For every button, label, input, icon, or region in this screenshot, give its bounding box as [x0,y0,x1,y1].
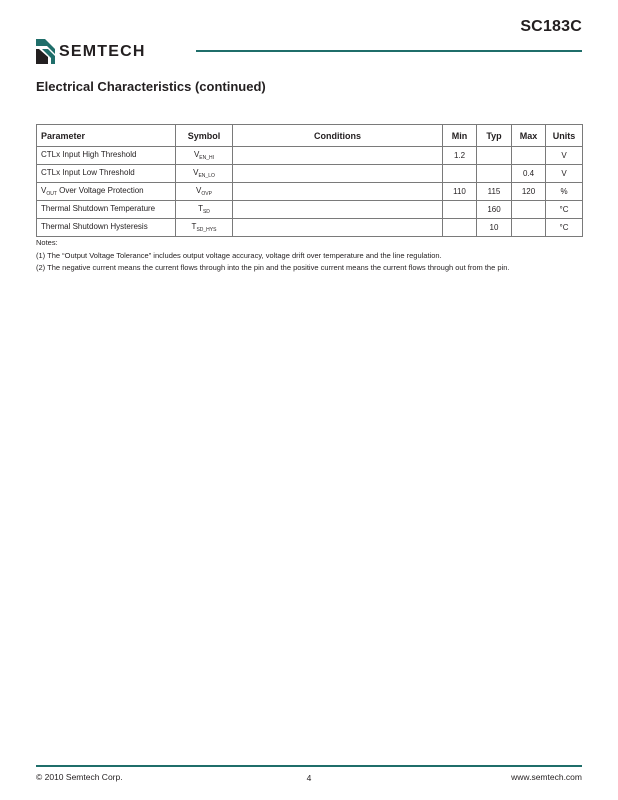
header-rule [196,50,582,52]
min-cell [443,165,477,183]
max-cell [512,201,546,219]
symbol-base: V [193,168,199,177]
footer-rule [36,765,582,767]
column-header-typ: Typ [477,125,512,147]
table-row [37,201,583,219]
conditions-cell [233,183,443,201]
page-number: 4 [306,773,312,783]
note-1: (1) The “Output Voltage Tolerance” includes output voltage accuracy, voltage drift over temperature and the line regulation. [36,250,442,260]
semtech-logo [36,36,146,66]
column-header-min: Min [443,125,477,147]
parameter-cell [37,165,176,183]
parameter-text: Thermal Shutdown Hysteresis [41,222,148,231]
typ-cell: 10 [477,219,512,237]
min-cell: 1.2 [443,147,477,165]
conditions-cell [233,165,443,183]
table-row [37,147,583,165]
max-cell: 120 [512,183,546,201]
column-header-conditions: Conditions [233,125,443,147]
parameter-text: CTLx Input High Threshold [41,150,137,159]
min-cell [443,201,477,219]
symbol-subscript: OVP [201,191,212,197]
typ-cell: 160 [477,201,512,219]
max-cell: 0.4 [512,165,546,183]
units-cell: °C [546,219,583,237]
conditions-cell [233,219,443,237]
parameter-cell [37,183,176,201]
symbol-base: V [193,150,200,159]
typ-cell [477,147,512,165]
min-cell [443,219,477,237]
table-header-row [37,125,583,147]
copyright: © 2010 Semtech Corp. [36,772,123,782]
brand-name: SEMTECH [59,43,146,60]
symbol-base: T [191,222,197,231]
parameter-cell [37,201,176,219]
table-row [37,165,583,183]
notes [36,237,596,275]
max-cell [512,147,546,165]
parameter-text: Thermal Shutdown Temperature [41,204,156,213]
parameter-cell [37,219,176,237]
parameter-subscript: OUT [46,191,57,197]
symbol-cell [176,183,233,201]
column-header-symbol: Symbol [176,125,233,147]
units-cell: V [546,147,583,165]
symbol-base: T [198,204,203,213]
symbol-subscript: SD [202,209,210,215]
symbol-subscript: EN_LO [198,173,215,179]
column-header-parameter: Parameter [37,125,176,147]
electrical-characteristics-table [36,124,583,237]
symbol-subscript: SD_HYS [196,227,217,233]
units-cell: % [546,183,583,201]
symbol-base: V [196,186,202,195]
notes-heading: Notes: [36,238,58,247]
section-title: Electrical Characteristics (continued) [36,79,266,94]
symbol-cell [176,147,233,165]
parameter-text: Over Voltage Protection [56,186,144,195]
note-2: (2) The negative current means the current flows through into the pin and the positive current means the current flows through out from the pin. [36,263,510,272]
table-row [37,183,583,201]
symbol-subscript: EN_HI [199,155,215,161]
symbol-cell [176,219,233,237]
conditions-cell [233,147,443,165]
symbol-cell [176,165,233,183]
units-cell: V [546,165,583,183]
max-cell [512,219,546,237]
table-row [37,219,583,237]
semtech-logo-icon [36,37,56,65]
part-number: SC183C [520,18,582,35]
units-cell: °C [546,201,583,219]
website-link[interactable]: www.semtech.com [511,772,582,782]
column-header-units: Units [546,125,583,147]
parameter-prefix: V [41,186,47,195]
parameter-cell [37,147,176,165]
conditions-cell [233,201,443,219]
parameter-text: CTLx Input Low Threshold [41,168,135,177]
symbol-cell [176,201,233,219]
typ-cell: 115 [477,183,512,201]
column-header-max: Max [512,125,546,147]
typ-cell [477,165,512,183]
min-cell: 110 [443,183,477,201]
